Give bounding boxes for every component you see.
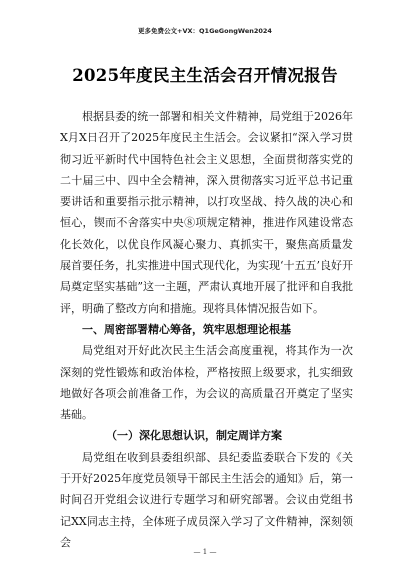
page-number: — 1 —: [193, 548, 217, 556]
subsection-heading-1: （一）深化思想认识，制定周详方案: [106, 429, 282, 443]
document-body: [60, 106, 353, 553]
document-title: 2025年度民主生活会召开情况报告: [72, 66, 338, 85]
section-heading-1: 一、周密部署精心筹备，筑牢思想理论根基: [82, 322, 291, 336]
header-note: 更多免费公文+VX：Q1GeGongWen2024: [138, 27, 272, 35]
subsection-1-paragraph: 局党组在收到县委组织部、县纪委监委联合下发的《关于开好2025年度党员领导干部民主生活会的通知》后，第一时间召开党组会议进行专题学习和研究部署。会议由党组书记XX同志主持，全体班子成员深入学习了文件精神，深刻领会: [60, 450, 353, 549]
section-1-paragraph: 局党组对开好此次民主生活会高度重视，将其作为一次深刻的党性锻炼和政治体检，严格按照上级要求，扎实细致地做好各项会前准备工作，为会议的高质量召开奠定了坚实基础。: [60, 344, 353, 422]
intro-paragraph: 根据县委的统一部署和相关文件精神，局党组于2026年X月X日召开了2025年度民主生活会。会议紧扣“深入学习贯彻习近平新时代中国特色社会主义思想，全面贯彻落实党的二十届三中、四中全会精神，深入贯彻落实习近平总书记重要讲话和重要指示批示精神，以打攻坚战、持久战的决心和恒心，锲而不舍落实中央⑧项规定精神，推进作风建设常态化长效化，以优良作风凝心聚力、真抓实干，聚焦高质量发展首要任务，扎实推进中国式现代化，为实现‘十五五’良好开局奠定坚实基础”这一主题，严肃认真地开展了批评和自我批评，明确了整改方向和措施。现将具体情况报告如下。: [60, 110, 353, 315]
